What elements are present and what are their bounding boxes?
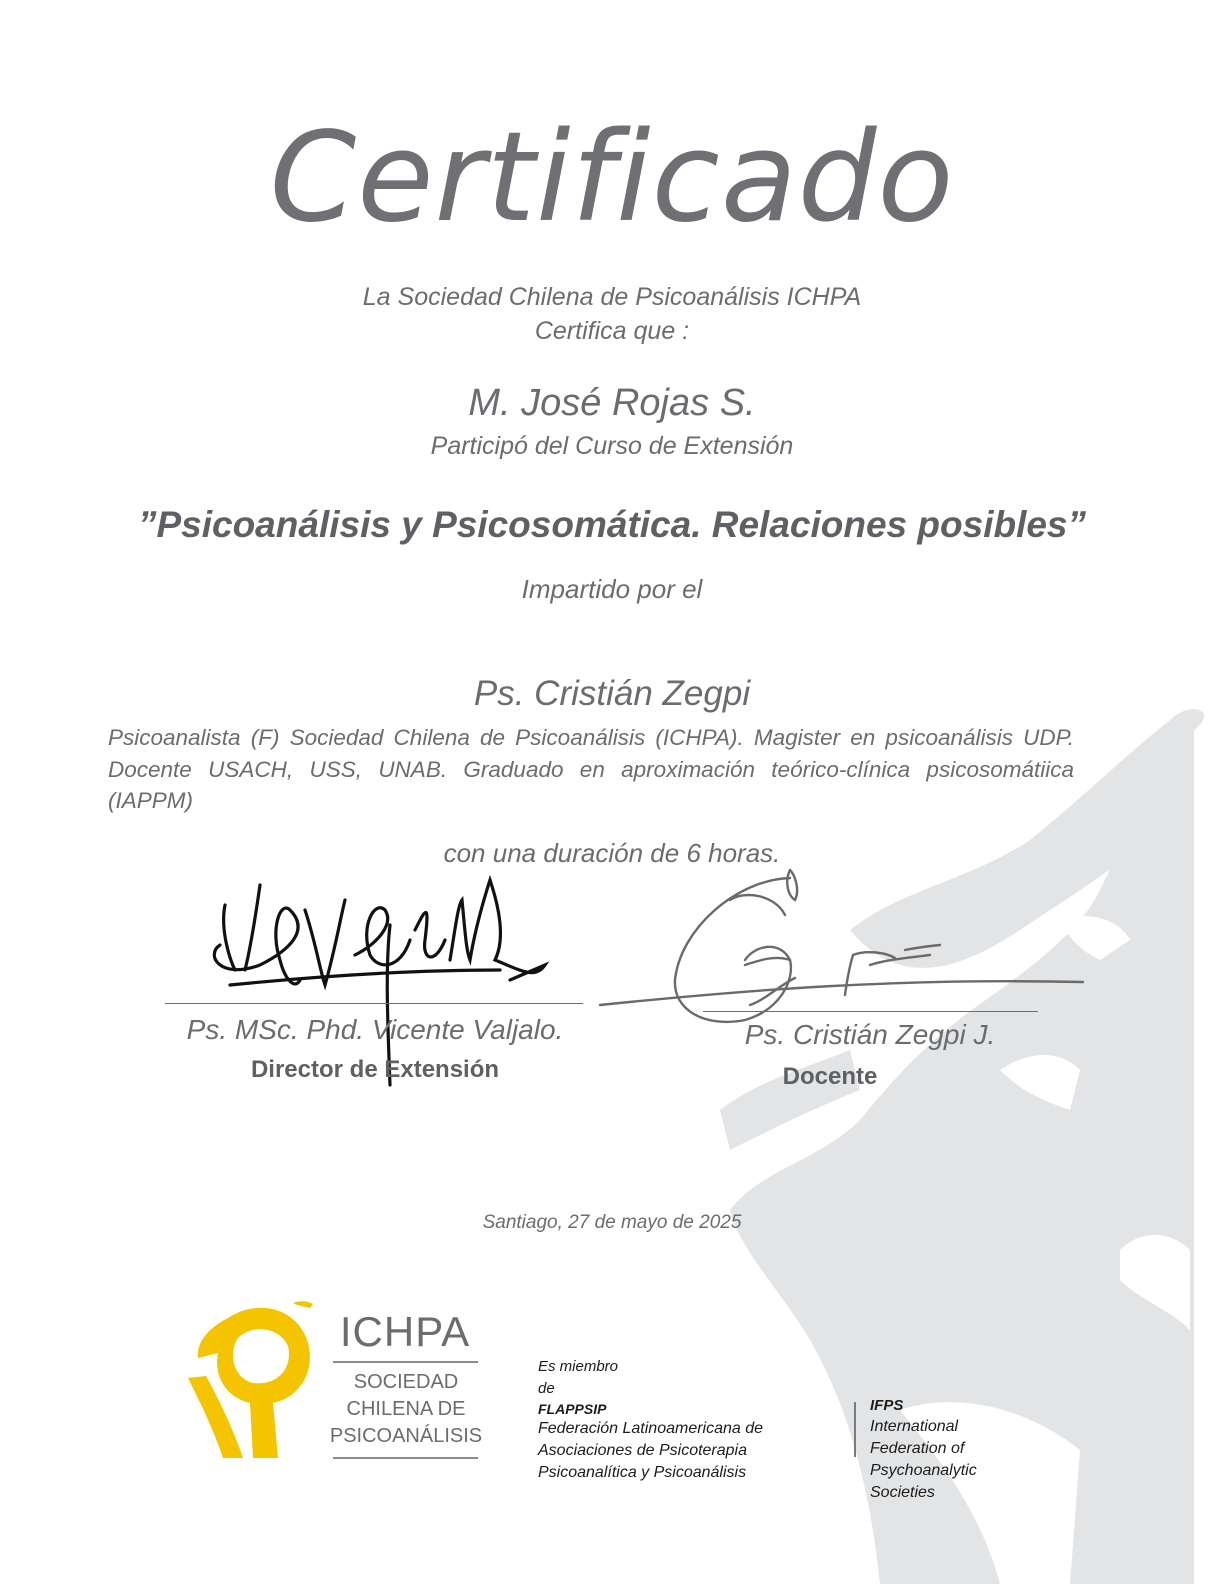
issuer-line-1: La Sociedad Chilena de Psicoanálisis ICHPA [362,283,862,311]
signature-line-director [165,1003,583,1004]
signature-name-director: Ps. MSc. Phd. Vicente Valjalo. [186,1014,564,1045]
participation-text: Participó del Curso de Extensión [430,432,794,460]
flappsip-line-2: Asociaciones de Psicoterapia [538,1442,748,1459]
course-title: ”Psicoanálisis y Psicosomática. Relaciones posibles” [137,504,1087,545]
flappsip-line-1: Federación Latinoamericana de [538,1420,764,1437]
signature-docente [595,860,1095,1030]
logo-line-1: SOCIEDAD [353,1371,459,1393]
flappsip-membership [538,1356,818,1484]
ifps-line-2: Federation of [870,1440,965,1457]
logo-divider-top [333,1361,478,1363]
certificate-title: Certificado [269,106,955,250]
flappsip-acronym: FLAPPSIP [538,1401,607,1417]
logo-line-2: CHILENA DE [346,1398,466,1420]
instructor-bio: Psicoanalista (F) Sociedad Chilena de Psicoanálisis (ICHPA). Magister en psicoanálisis UDP. Docente USACH, USS, UNAB. Graduado en aproximación teórico-clínica psicosomátiica (IAPPM) [108,725,1074,813]
logo-line-3: PSICOANÁLISIS [329,1425,483,1447]
ifps-line-1: International [870,1418,959,1435]
issuer-block [0,280,1224,348]
ifps-membership [870,1396,1030,1504]
imparted-by-text: Impartido por el [521,574,703,604]
issuer-line-2: Certifica que : [534,317,690,345]
signature-role-director: Director de Extensión [250,1056,500,1083]
logo-divider-bottom [333,1457,478,1459]
ichpa-logo-mark [188,1298,318,1458]
recipient-name: M. José Rojas S. [468,382,756,424]
ichpa-logo-subtitle [326,1369,486,1450]
flappsip-line-3: Psicoanalítica y Psicoanálisis [538,1464,747,1481]
signature-name-docente: Ps. Cristián Zegpi J. [744,1019,996,1050]
instructor-name: Ps. Cristián Zegpi [473,674,751,713]
signature-role-docente: Docente [782,1063,878,1090]
date-line: Santiago, 27 de mayo de 2025 [482,1212,742,1233]
signature-line-docente [703,1011,1038,1012]
membership-divider [854,1402,856,1457]
ifps-line-3: Psychoanalytic [870,1462,977,1479]
ifps-acronym: IFPS [870,1397,904,1414]
course-duration: con una duración de 6 horas. [443,838,781,868]
ifps-line-4: Societies [870,1484,935,1501]
membership-intro-1: Es miembro [538,1358,619,1375]
membership-intro-2: de [538,1380,555,1397]
ichpa-logo-acronym: ICHPA [339,1308,471,1355]
